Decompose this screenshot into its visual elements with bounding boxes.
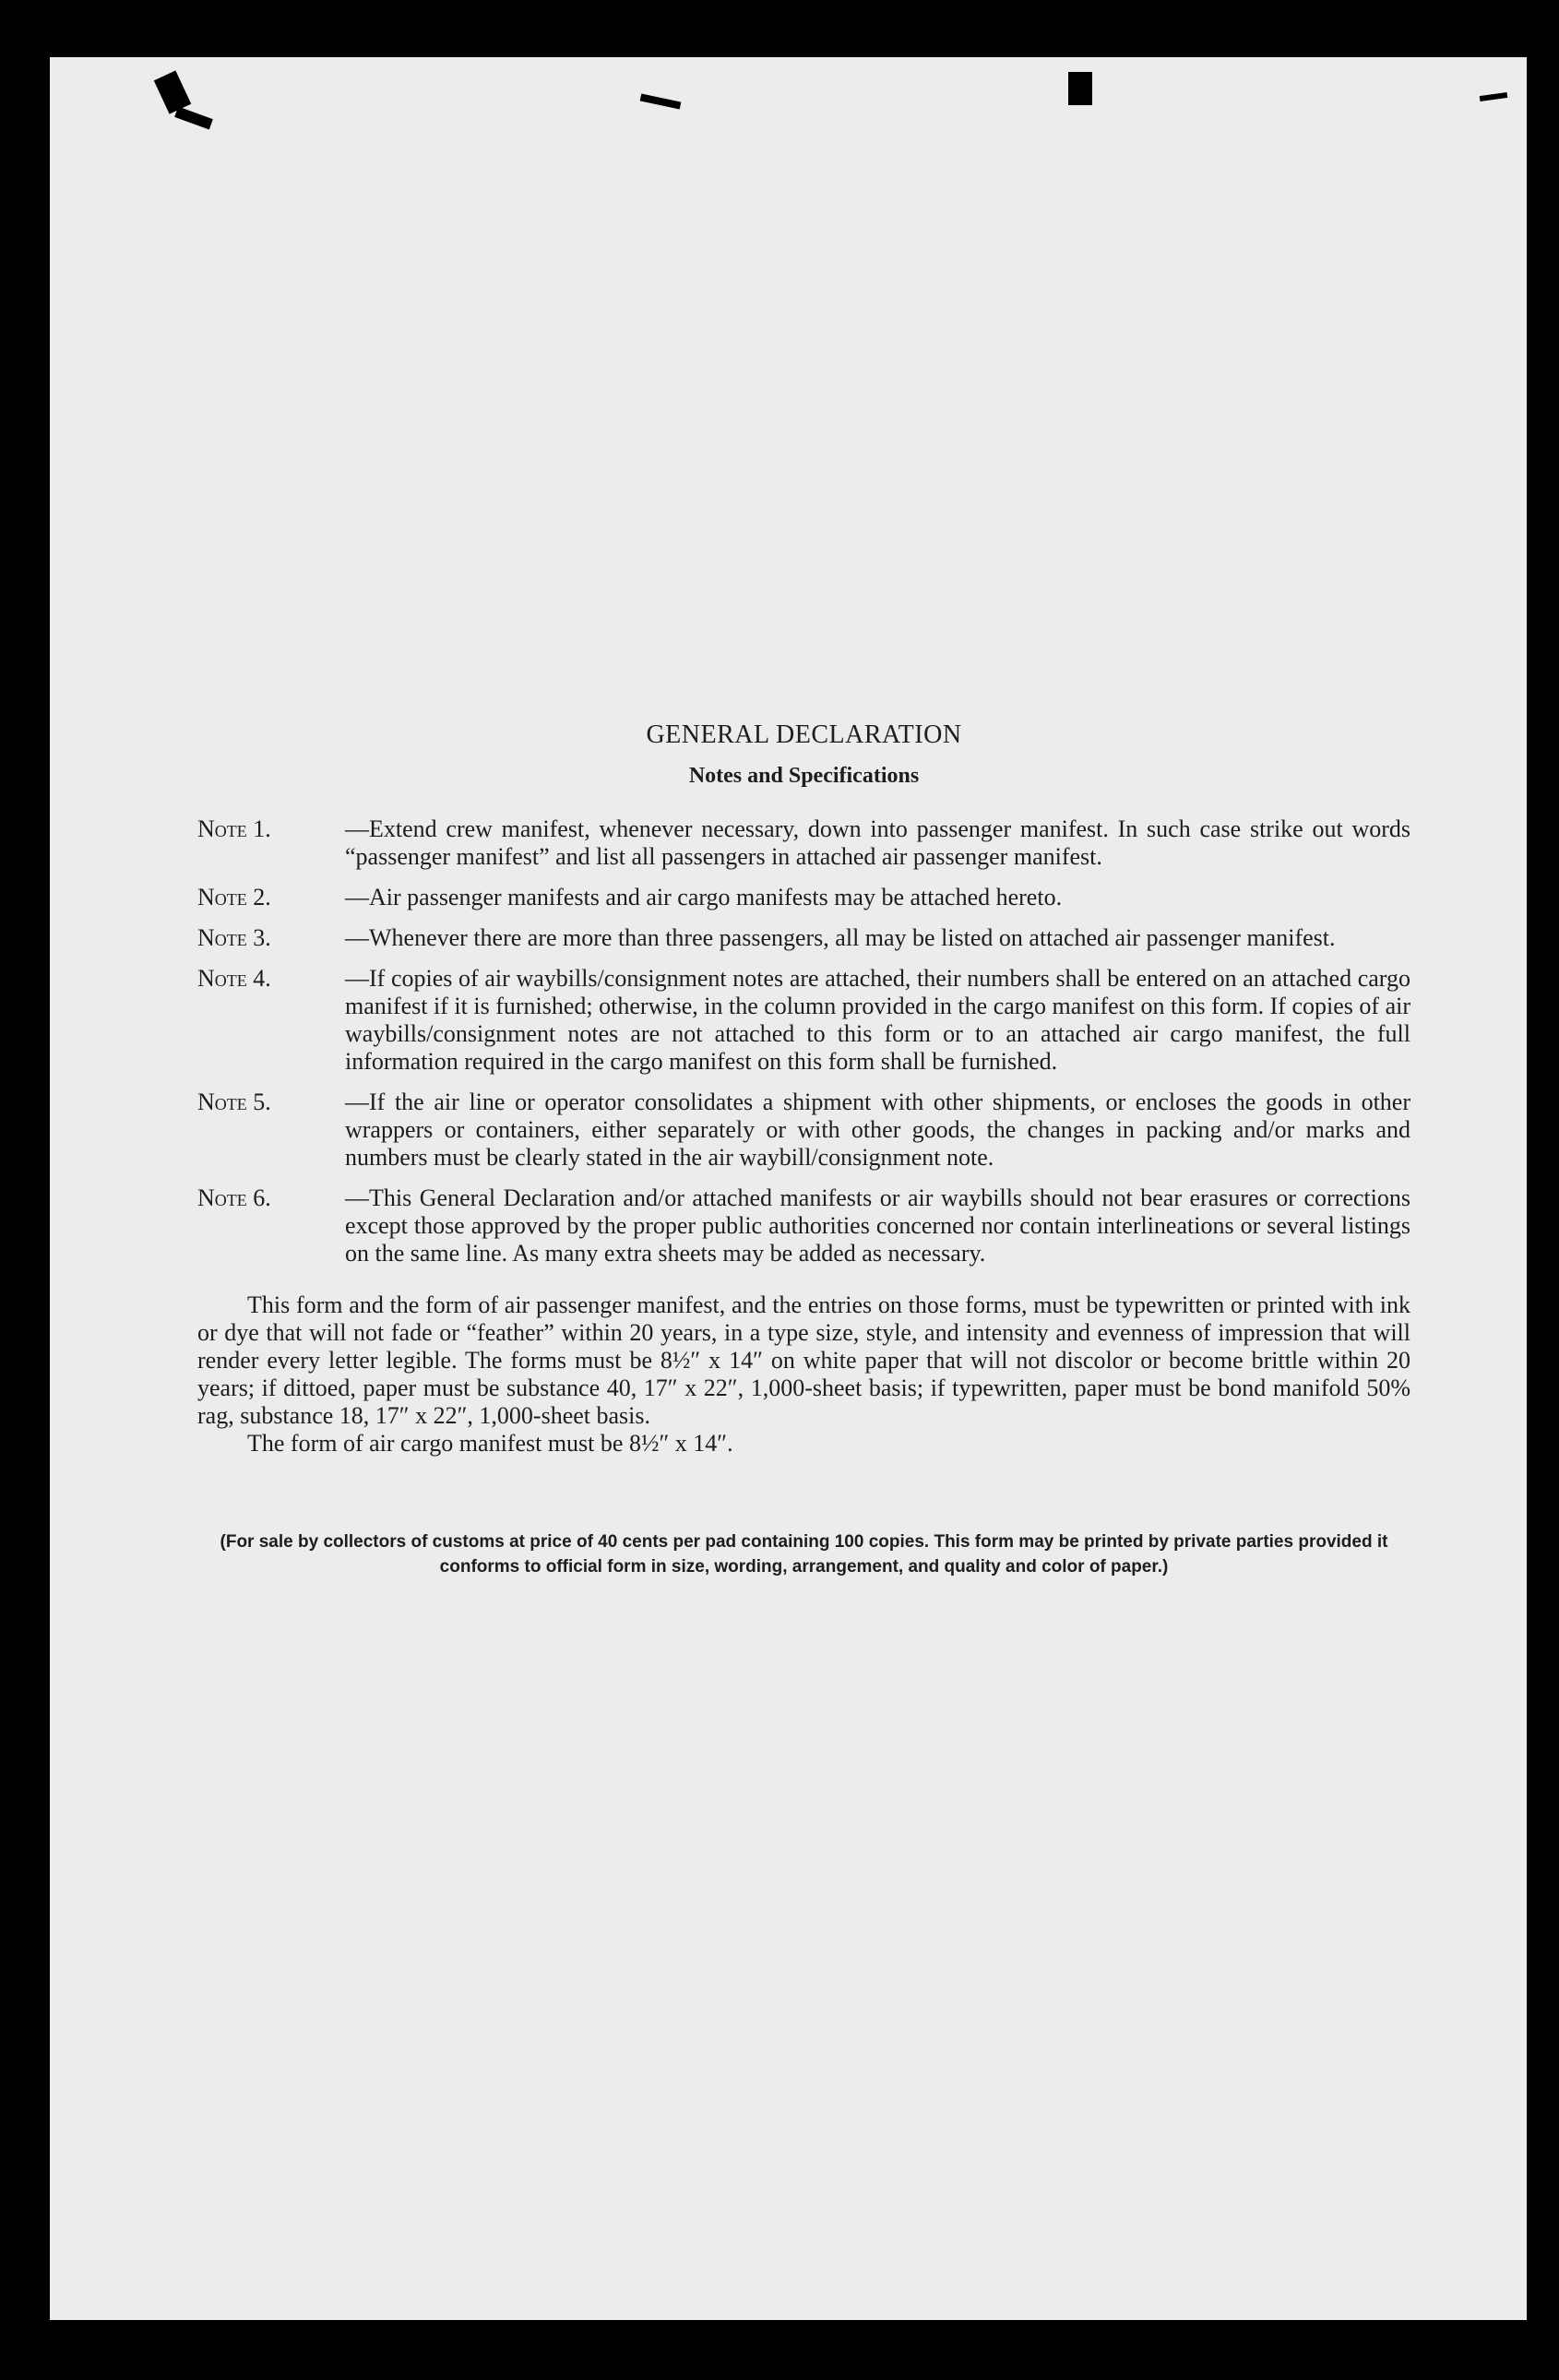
tear-mark: [1068, 72, 1092, 105]
note-6: [197, 1184, 1410, 1267]
note-text: —If copies of air waybills/consignment notes are attached, their numbers shall be entered on an attached cargo manifest if it is furnished; otherwise, in the column provided in the cargo manifest on this form. If copies of air waybills/consignment notes are not attached to this form or to an attached air cargo manifest, the full information required in the cargo manifest on this form shall be furnished.: [345, 965, 1410, 1075]
form-specifications-paragraph: This form and the form of air passenger manifest, and the entries on those forms, must be typewritten or printed with ink or dye that will not fade or “feather” within 20 years, in a type size, style, and intensity and evenness of impression that will render every letter legible. The forms must be 8½″ x 14″ on white paper that will not discolor or become brittle within 20 years; if dittoed, paper must be substance 40, 17″ x 22″, 1,000-sheet basis; if typewritten, paper must be bond manifold 50% rag, substance 18, 17″ x 22″, 1,000-sheet basis.: [197, 1291, 1410, 1429]
tear-mark: [640, 94, 682, 110]
tear-mark: [174, 107, 213, 130]
note-text: —Extend crew manifest, whenever necessary, down into passenger manifest. In such case strike out words “passenger manifest” and list all passengers in attached air passenger manifest.: [345, 815, 1410, 870]
document-title: GENERAL DECLARATION: [646, 720, 962, 749]
sale-notice: (For sale by collectors of customs at price of 40 cents per pad containing 100 copies. This form may be printed by private parties provided it conforms to official form in size, wording, arrangement, and quality and color of paper.): [220, 1532, 1388, 1577]
note-2: [197, 884, 1410, 911]
note-3: [197, 924, 1410, 952]
note-label: Note 3.: [197, 924, 271, 951]
note-text: —Air passenger manifests and air cargo manifests may be attached hereto.: [345, 884, 1063, 910]
note-label: Note 2.: [197, 884, 271, 910]
note-label: Note 5.: [197, 1089, 271, 1115]
note-5: [197, 1089, 1410, 1172]
note-text: —If the air line or operator consolidates a shipment with other shipments, or encloses the goods in other wrappers or containers, either separately or with other goods, the changes in packing and/or marks and numbers must be clearly stated in the air waybill/consignment note.: [345, 1089, 1410, 1171]
note-label: Note 6.: [197, 1184, 271, 1211]
document-page: [50, 57, 1527, 2320]
tear-mark: [1480, 92, 1508, 101]
note-text: —Whenever there are more than three passengers, all may be listed on attached air passenger manifest.: [345, 924, 1336, 951]
note-4: [197, 965, 1410, 1076]
note-label: Note 1.: [197, 815, 271, 842]
document-subtitle: Notes and Specifications: [688, 764, 920, 788]
tear-mark: [154, 70, 191, 113]
note-1: [197, 815, 1410, 871]
note-text: —This General Declaration and/or attached manifests or air waybills should not bear erasures or corrections except those approved by the proper public authorities concerned nor contain interlineations or several listings on the same line. As many extra sheets may be added as necessary.: [345, 1184, 1410, 1267]
note-label: Note 4.: [197, 965, 271, 992]
declaration-notes: [197, 657, 1410, 1579]
cargo-manifest-size-paragraph: The form of air cargo manifest must be 8½″ x 14″.: [247, 1430, 733, 1457]
